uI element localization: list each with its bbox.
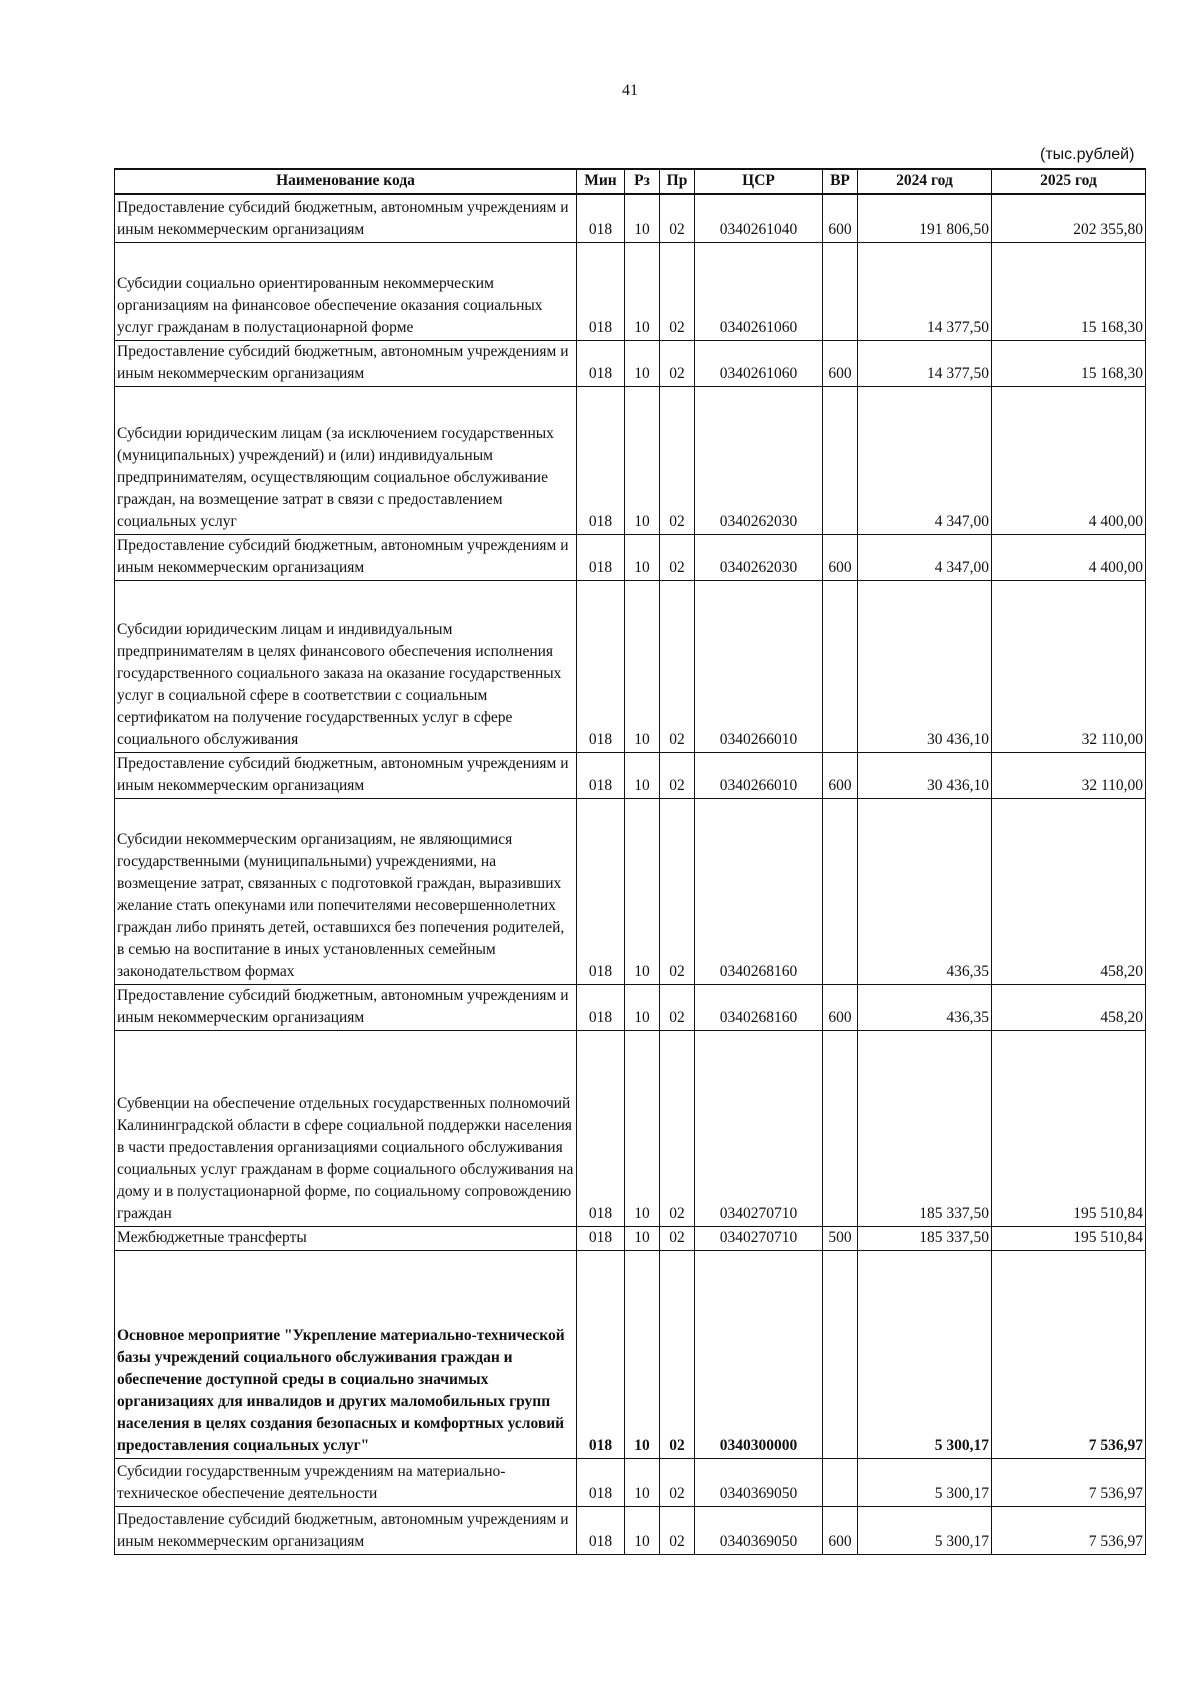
row-rz: 10 [625,798,660,984]
row-rz: 10 [625,340,660,386]
row-vr [823,386,858,534]
row-2025: 15 168,30 [992,340,1146,386]
row-vr: 600 [823,984,858,1030]
row-rz: 10 [625,1226,660,1250]
row-2024: 4 347,00 [858,386,992,534]
row-min: 018 [577,1458,625,1506]
row-2025: 32 110,00 [992,752,1146,798]
row-min: 018 [577,340,625,386]
row-2024: 436,35 [858,984,992,1030]
row-rz: 10 [625,1506,660,1554]
row-vr [823,1030,858,1226]
row-csr: 0340270710 [695,1030,823,1226]
row-rz: 10 [625,194,660,242]
table-row [115,386,1146,534]
row-vr [823,1458,858,1506]
row-2025: 7 536,97 [992,1458,1146,1506]
row-min: 018 [577,194,625,242]
row-csr: 0340266010 [695,752,823,798]
row-csr: 0340261060 [695,340,823,386]
table-row [115,1458,1146,1506]
row-2025: 7 536,97 [992,1506,1146,1554]
row-2025: 4 400,00 [992,534,1146,580]
table-row [115,1030,1146,1226]
row-name: Предоставление субсидий бюджетным, автономным учреждениям и иным некоммерческим организациям [115,984,577,1030]
row-name: Предоставление субсидий бюджетным, автономным учреждениям и иным некоммерческим организациям [115,752,577,798]
row-pr: 02 [660,1506,695,1554]
row-2025: 202 355,80 [992,194,1146,242]
row-2024: 5 300,17 [858,1458,992,1506]
row-vr [823,242,858,340]
row-rz: 10 [625,1030,660,1226]
header-rz: Рз [625,169,660,194]
row-2024: 436,35 [858,798,992,984]
table-row [115,534,1146,580]
row-pr: 02 [660,1226,695,1250]
table-row [115,1506,1146,1554]
page-number: 41 [622,82,638,99]
row-csr: 0340268160 [695,984,823,1030]
table-row [115,798,1146,984]
row-2024: 191 806,50 [858,194,992,242]
row-min: 018 [577,1226,625,1250]
row-2025: 15 168,30 [992,242,1146,340]
table-row [115,752,1146,798]
table-row [115,340,1146,386]
row-2024: 5 300,17 [858,1250,992,1458]
row-name: Предоставление субсидий бюджетным, автономным учреждениям и иным некоммерческим организациям [115,340,577,386]
table-row-main-event [115,1250,1146,1458]
row-rz: 10 [625,984,660,1030]
row-name: Межбюджетные трансферты [115,1226,577,1250]
row-rz: 10 [625,386,660,534]
header-vr: ВР [823,169,858,194]
row-csr: 0340369050 [695,1506,823,1554]
row-name: Предоставление субсидий бюджетным, автономным учреждениям и иным некоммерческим организациям [115,1506,577,1554]
row-name: Предоставление субсидий бюджетным, автономным учреждениям и иным некоммерческим организациям [115,194,577,242]
row-pr: 02 [660,798,695,984]
row-pr: 02 [660,984,695,1030]
row-min: 018 [577,1506,625,1554]
row-csr: 0340300000 [695,1250,823,1458]
row-csr: 0340268160 [695,798,823,984]
table-row [115,1226,1146,1250]
row-rz: 10 [625,752,660,798]
row-name: Субсидии юридическим лицам и индивидуальным предпринимателям в целях финансового обеспечения исполнения государственного социального заказа на оказание государственных услуг в социальной сфере в соответствии с социальным сертификатом на получение государственных услуг в сфере социального обслуживания [115,580,577,752]
header-2024: 2024 год [858,169,992,194]
header-csr: ЦСР [695,169,823,194]
row-rz: 10 [625,580,660,752]
row-pr: 02 [660,242,695,340]
row-min: 018 [577,798,625,984]
row-2024: 30 436,10 [858,752,992,798]
table-row [115,580,1146,752]
header-min: Мин [577,169,625,194]
row-min: 018 [577,984,625,1030]
row-2024: 185 337,50 [858,1226,992,1250]
row-pr: 02 [660,534,695,580]
row-pr: 02 [660,1250,695,1458]
header-pr: Пр [660,169,695,194]
row-name: Субвенции на обеспечение отдельных государственных полномочий Калининградской области в сфере социальной поддержки населения в части предоставления организациями социального обслуживания социальных услуг гражданам в форме социального обслуживания на дому и в полустационарной форме, по социальному сопровождению граждан [115,1030,577,1226]
row-pr: 02 [660,1030,695,1226]
row-2025: 195 510,84 [992,1226,1146,1250]
row-2024: 4 347,00 [858,534,992,580]
row-2025: 195 510,84 [992,1030,1146,1226]
row-vr [823,1250,858,1458]
row-vr: 600 [823,534,858,580]
row-2024: 14 377,50 [858,340,992,386]
header-name: Наименование кода [115,169,577,194]
row-csr: 0340262030 [695,386,823,534]
row-min: 018 [577,534,625,580]
row-2024: 185 337,50 [858,1030,992,1226]
row-2025: 4 400,00 [992,386,1146,534]
row-csr: 0340261040 [695,194,823,242]
row-min: 018 [577,386,625,534]
row-2025: 458,20 [992,798,1146,984]
row-vr: 600 [823,752,858,798]
row-min: 018 [577,1250,625,1458]
row-rz: 10 [625,1250,660,1458]
row-rz: 10 [625,242,660,340]
row-csr: 0340261060 [695,242,823,340]
header-2025: 2025 год [992,169,1146,194]
row-2024: 5 300,17 [858,1506,992,1554]
row-vr: 600 [823,1506,858,1554]
row-pr: 02 [660,340,695,386]
row-min: 018 [577,1030,625,1226]
row-2024: 14 377,50 [858,242,992,340]
row-vr: 500 [823,1226,858,1250]
row-name: Субсидии социально ориентированным некоммерческим организациям на финансовое обеспечение оказания социальных услуг гражданам в полустационарной форме [115,242,577,340]
row-vr: 600 [823,194,858,242]
table-header-row [115,169,1146,194]
row-min: 018 [577,752,625,798]
row-csr: 0340266010 [695,580,823,752]
row-pr: 02 [660,580,695,752]
table-row [115,984,1146,1030]
row-vr: 600 [823,340,858,386]
row-min: 018 [577,242,625,340]
budget-table [114,168,1146,1555]
row-name: Субсидии государственным учреждениям на материально-техническое обеспечение деятельности [115,1458,577,1506]
row-pr: 02 [660,1458,695,1506]
row-name: Предоставление субсидий бюджетным, автономным учреждениям и иным некоммерческим организациям [115,534,577,580]
row-2024: 30 436,10 [858,580,992,752]
row-pr: 02 [660,194,695,242]
row-name: Субсидии юридическим лицам (за исключением государственных (муниципальных) учреждений) и (или) индивидуальным предпринимателям, осуществляющим социальное обслуживание граждан, на возмещение затрат в связи с предоставлением социальных услуг [115,386,577,534]
row-vr [823,580,858,752]
row-name: Субсидии некоммерческим организациям, не являющимися государственными (муниципальными) учреждениями, на возмещение затрат, связанных с подготовкой граждан, выразивших желание стать опекунами или попечителями несовершеннолетних граждан либо принять детей, оставшихся без попечения родителей, в семью на воспитание в иных установленных семейным законодательством формах [115,798,577,984]
row-min: 018 [577,580,625,752]
row-2025: 32 110,00 [992,580,1146,752]
row-rz: 10 [625,1458,660,1506]
units-label: (тыс.рублей) [1040,146,1135,163]
row-csr: 0340262030 [695,534,823,580]
row-vr [823,798,858,984]
row-2025: 458,20 [992,984,1146,1030]
table-row [115,194,1146,242]
row-csr: 0340270710 [695,1226,823,1250]
row-pr: 02 [660,752,695,798]
row-pr: 02 [660,386,695,534]
row-name: Основное мероприятие "Укрепление материально-технической базы учреждений социального обслуживания граждан и обеспечение доступной среды в социально значимых организациях для инвалидов и других маломобильных групп населения в целях создания безопасных и комфортных условий предоставления социальных услуг" [115,1250,577,1458]
row-rz: 10 [625,534,660,580]
table-row [115,242,1146,340]
row-csr: 0340369050 [695,1458,823,1506]
row-2025: 7 536,97 [992,1250,1146,1458]
